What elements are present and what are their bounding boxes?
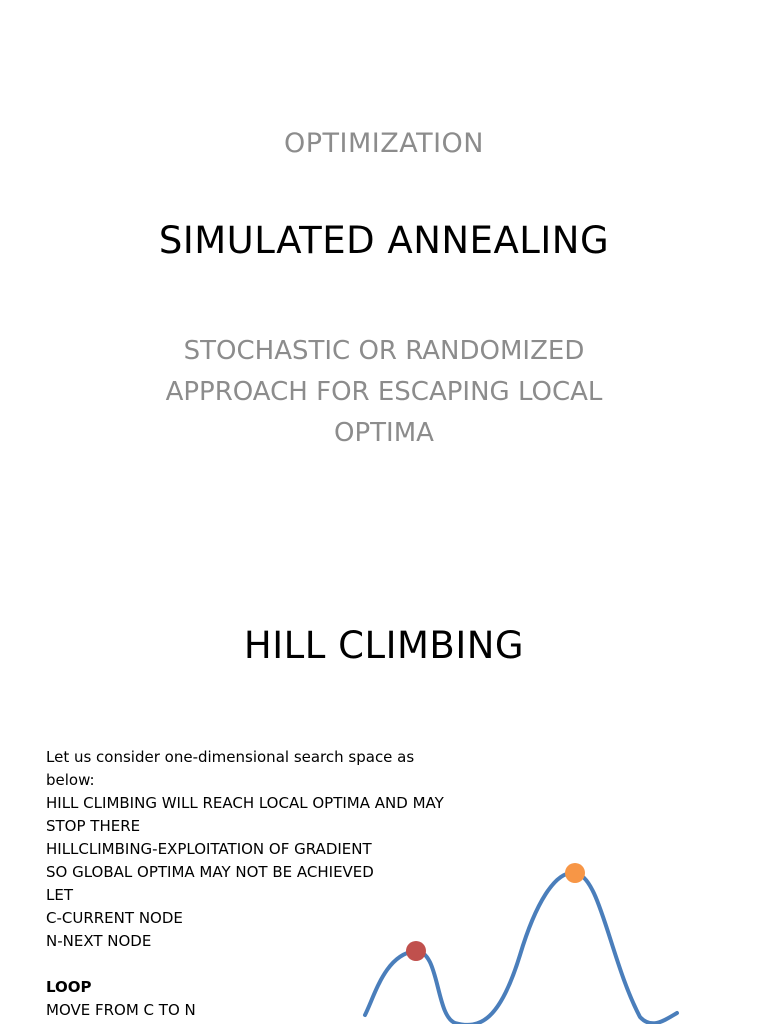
body-line: MOVE FROM C TO N <box>46 1001 196 1019</box>
body-line: SO GLOBAL OPTIMA MAY NOT BE ACHIEVED <box>46 863 374 881</box>
subtitle-line: OPTIMA <box>334 418 434 448</box>
local-optimum-marker <box>406 941 426 961</box>
slide-section-label: OPTIMIZATION <box>283 128 485 159</box>
body-line: HILL CLIMBING WILL REACH LOCAL OPTIMA AND MAY <box>46 794 444 812</box>
body-line: N-NEXT NODE <box>46 932 152 950</box>
slide-title-hill-climbing: HILL CLIMBING <box>243 624 525 667</box>
body-line: C-CURRENT NODE <box>46 909 183 927</box>
body-line: below: <box>46 771 95 789</box>
body-line: LET <box>46 886 73 904</box>
slide-subtitle <box>130 331 638 454</box>
subtitle-line: APPROACH FOR ESCAPING LOCAL <box>165 377 603 407</box>
slide-title-simulated-annealing: SIMULATED ANNEALING <box>158 219 610 262</box>
subtitle-line: STOCHASTIC OR RANDOMIZED <box>183 336 585 366</box>
body-line: STOP THERE <box>46 817 141 835</box>
body-line-loop: LOOP <box>46 978 92 996</box>
search-space-graph <box>340 845 700 1024</box>
global-optimum-marker <box>565 863 585 883</box>
body-line: HILLCLIMBING-EXPLOITATION OF GRADIENT <box>46 840 372 858</box>
body-line: Let us consider one-dimensional search space as <box>46 748 415 766</box>
